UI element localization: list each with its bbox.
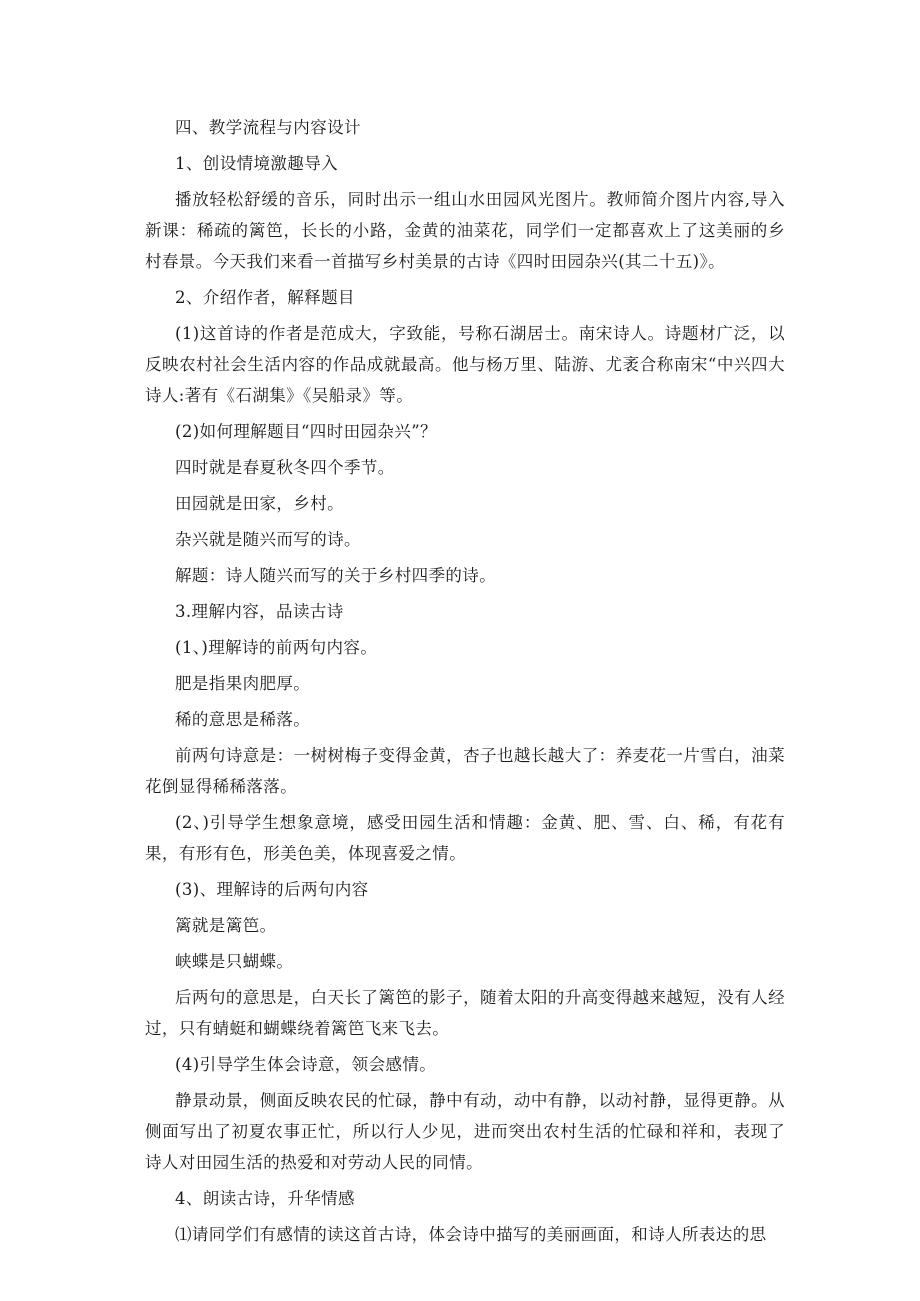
subsection-heading: 1、创设情境激趣导入 [175,154,338,173]
subsection-heading: 2、介绍作者，解释题目 [175,288,355,307]
paragraph: (1、)理解诗的前两句内容。 [175,638,378,657]
paragraph: (2)如何理解题目“四时田园杂兴”？ [175,422,437,441]
subsection-heading: 3.理解内容，品读古诗 [175,602,344,621]
paragraph: 解题：诗人随兴而写的关于乡村四季的诗。 [175,566,497,585]
paragraph: 静景动景，侧面反映农民的忙碌，静中有动，动中有静，以动衬静，显得更静。从侧面写出了初夏农事正忙，所以行人少见，进而突出农村生活的忙碌和祥和，表现了诗人对田园生活的热爱和对劳动人民的同情。 [145,1091,785,1172]
paragraph: (4)引导学生体会诗意，领会感情。 [175,1055,437,1074]
paragraph: (2、)引导学生想象意境，感受田园生活和情趣：金黄、肥、雪、白、稀，有花有果，有形有色，形美色美，体现喜爱之情。 [145,813,785,863]
paragraph: 峡蝶是只蝴蝶。 [175,952,294,971]
paragraph: 篱就是篱笆。 [175,916,277,935]
subsection-heading: 4、朗读古诗，升华情感 [175,1189,355,1208]
paragraph: 杂兴就是随兴而写的诗。 [175,530,361,549]
paragraph: (3)、理解诗的后两句内容 [175,880,369,899]
paragraph: 四时就是春夏秋冬四个季节。 [175,458,395,477]
paragraph: 前两句诗意是：一树树梅子变得金黄，杏子也越长越大了：养麦花一片雪白，油菜花倒显得稀稀落落。 [145,746,785,796]
paragraph: 稀的意思是稀落。 [175,710,311,729]
paragraph: 田园就是田家，乡村。 [175,494,344,513]
paragraph: 播放轻松舒缓的音乐，同时出示一组山水田园风光图片。教师简介图片内容,导入新课：稀疏的篱笆，长长的小路，金黄的油菜花，同学们一定都喜欢上了这美丽的乡村春景。今天我们来看一首描写乡村美景的古诗《四时田园杂兴(其二十五)》。 [145,190,785,271]
paragraph: 后两句的意思是，白天长了篱笆的影子，随着太阳的升高变得越来越短，没有人经过，只有蜻蜓和蝴蝶绕着篱笆飞来飞去。 [145,988,785,1038]
paragraph: ⑴请同学们有感情的读这首古诗，体会诗中描写的美丽画面，和诗人所表达的思 [175,1225,767,1244]
section-heading: 四、教学流程与内容设计 [175,118,361,137]
paragraph: 肥是指果肉肥厚。 [175,674,311,693]
paragraph: (1)这首诗的作者是范成大，字致能，号称石湖居士。南宋诗人。诗题材广泛，以反映农村社会生活内容的作品成就最高。他与杨万里、陆游、尤袤合称南宋“中兴四大诗人:著有《石湖集》《吴船录》等。 [145,324,785,405]
document-body [145,112,785,1255]
